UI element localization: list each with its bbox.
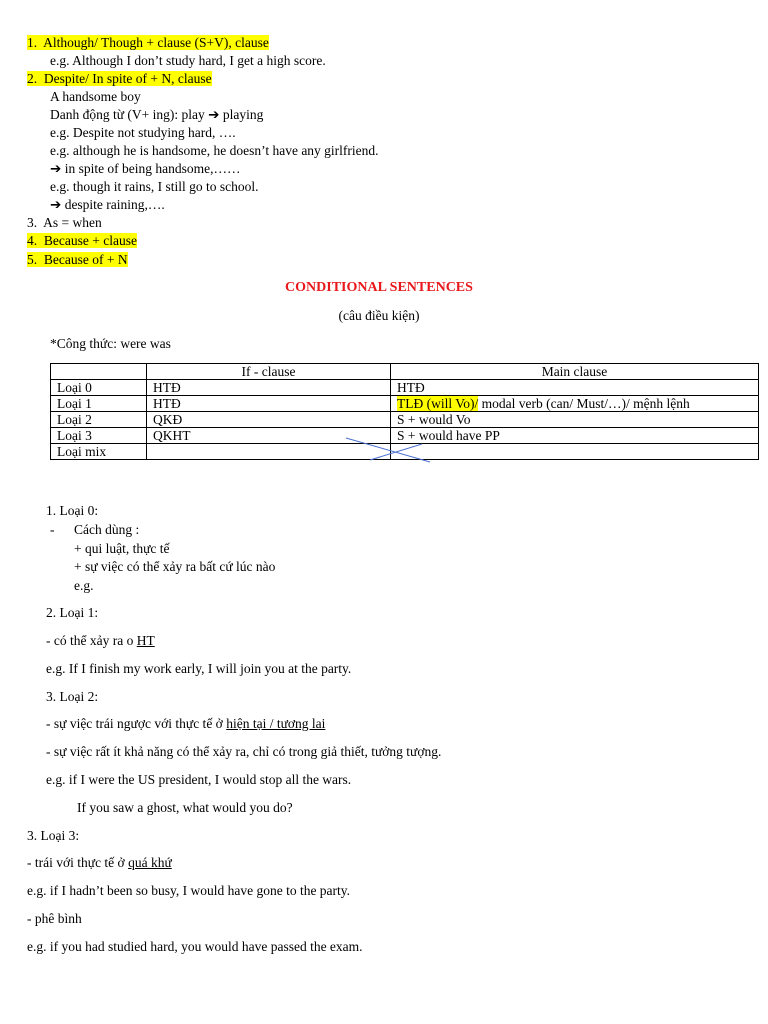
subsection-heading: 3. Loại 2:	[46, 689, 99, 704]
description-text: - trái với thực tế ở	[27, 855, 129, 870]
description-text: - có thể xảy ra o	[46, 633, 137, 648]
table-cell: Loại 3	[51, 428, 147, 444]
table-row	[51, 380, 759, 396]
example-line: e.g. if you had studied hard, you would have passed the exam.	[27, 939, 363, 954]
example-line: e.g. if I hadn’t been so busy, I would have gone to the party.	[27, 883, 351, 898]
list-number: 1.	[27, 35, 38, 50]
subsection-heading: 3. Loại 3:	[27, 828, 80, 843]
table-cell	[391, 396, 759, 412]
section-subtitle: (câu điều kiện)	[338, 308, 420, 323]
description-text: - sự việc trái ngược với thực tế ở	[46, 716, 227, 731]
table-cell: QKHT	[147, 428, 391, 444]
list-number: 2.	[27, 71, 38, 86]
table-cell: HTĐ	[147, 380, 391, 396]
highlighted-text: TLĐ (will Vo)/	[397, 396, 479, 411]
table-cell: Loại mix	[51, 444, 147, 460]
note-text: Danh động từ (V+ ing): play	[50, 107, 209, 122]
table-cell: HTĐ	[391, 380, 759, 396]
list-item-2	[27, 70, 212, 87]
subsection-heading: 2. Loại 1:	[46, 605, 99, 620]
arrow-text: in spite of being handsome,……	[64, 161, 241, 176]
list-item-1	[27, 34, 269, 51]
table-cell: Loại 1	[51, 396, 147, 412]
underlined-text: hiện tại / tương lai	[226, 716, 326, 731]
table-cell: S + would Vo	[391, 412, 759, 428]
arrow-text: despite raining,….	[64, 197, 165, 212]
description-line: - sự việc rất ít khả năng có thể xảy ra, chỉ có trong giả thiết, tưởng tượng.	[46, 744, 442, 759]
list-item-3	[27, 214, 102, 231]
cell-text: modal verb (can/ Must/…)/ mệnh lệnh	[478, 396, 690, 411]
table-cell: S + would have PP	[391, 428, 759, 444]
list-item-text: Because + clause	[43, 233, 137, 248]
table-header-cell: If - clause	[147, 364, 391, 380]
note-line: A handsome boy	[50, 89, 141, 104]
table-header-cell	[51, 364, 147, 380]
underlined-text: quá khứ	[128, 855, 172, 870]
list-item-text: Because of + N	[43, 252, 128, 267]
description-line	[46, 632, 155, 649]
list-item-text: Although/ Though + clause (S+V), clause	[43, 35, 269, 50]
description-line	[46, 715, 325, 732]
list-item-5	[27, 251, 128, 268]
bullet-dash: -	[50, 522, 55, 537]
subsection-heading: 1. Loại 0:	[46, 503, 99, 518]
example-line: If you saw a ghost, what would you do?	[77, 800, 293, 815]
arrow-line	[50, 196, 165, 213]
description-line	[27, 854, 172, 871]
note-line	[50, 106, 263, 123]
usage-label: Cách dùng :	[74, 522, 140, 537]
example-line: e.g. Despite not studying hard, ….	[50, 125, 236, 140]
example-line: e.g. Although I don’t study hard, I get a high score.	[50, 53, 326, 68]
example-line: e.g. though it rains, I still go to school.	[50, 179, 259, 194]
example-line: e.g. If I finish my work early, I will join you at the party.	[46, 661, 352, 676]
note-text: playing	[219, 107, 264, 122]
example-line: e.g. although he is handsome, he doesn’t have any girlfriend.	[50, 143, 379, 158]
description-line: - phê bình	[27, 911, 82, 926]
underlined-text: HT	[136, 633, 155, 648]
table-cell: QKĐ	[147, 412, 391, 428]
bullet-line: + sự việc có thể xảy ra bất cứ lúc nào	[74, 559, 276, 574]
example-line: e.g. if I were the US president, I would stop all the wars.	[46, 772, 352, 787]
table-cell: Loại 2	[51, 412, 147, 428]
section-title: CONDITIONAL SENTENCES	[285, 280, 473, 295]
bullet-line: + qui luật, thực tế	[74, 541, 170, 556]
table-cell: Loại 0	[51, 380, 147, 396]
list-item-text: Despite/ In spite of + N, clause	[43, 71, 212, 86]
table-row	[51, 396, 759, 412]
pen-cross-mark	[344, 436, 434, 466]
table-cell	[391, 444, 759, 460]
list-item-text: As = when	[43, 215, 102, 230]
table-row	[51, 412, 759, 428]
table-header-cell: Main clause	[391, 364, 759, 380]
example-line: e.g.	[74, 578, 94, 593]
table-header-row	[51, 364, 759, 380]
formula-line: *Công thức: were was	[50, 336, 171, 351]
table-cell: HTĐ	[147, 396, 391, 412]
right-arrow-icon: ➔	[50, 197, 62, 212]
right-arrow-icon: ➔	[208, 107, 220, 122]
list-item-4	[27, 232, 137, 249]
right-arrow-icon: ➔	[50, 161, 62, 176]
list-number: 3.	[27, 215, 38, 230]
list-number: 5.	[27, 252, 38, 267]
list-number: 4.	[27, 233, 38, 248]
arrow-line	[50, 160, 241, 177]
